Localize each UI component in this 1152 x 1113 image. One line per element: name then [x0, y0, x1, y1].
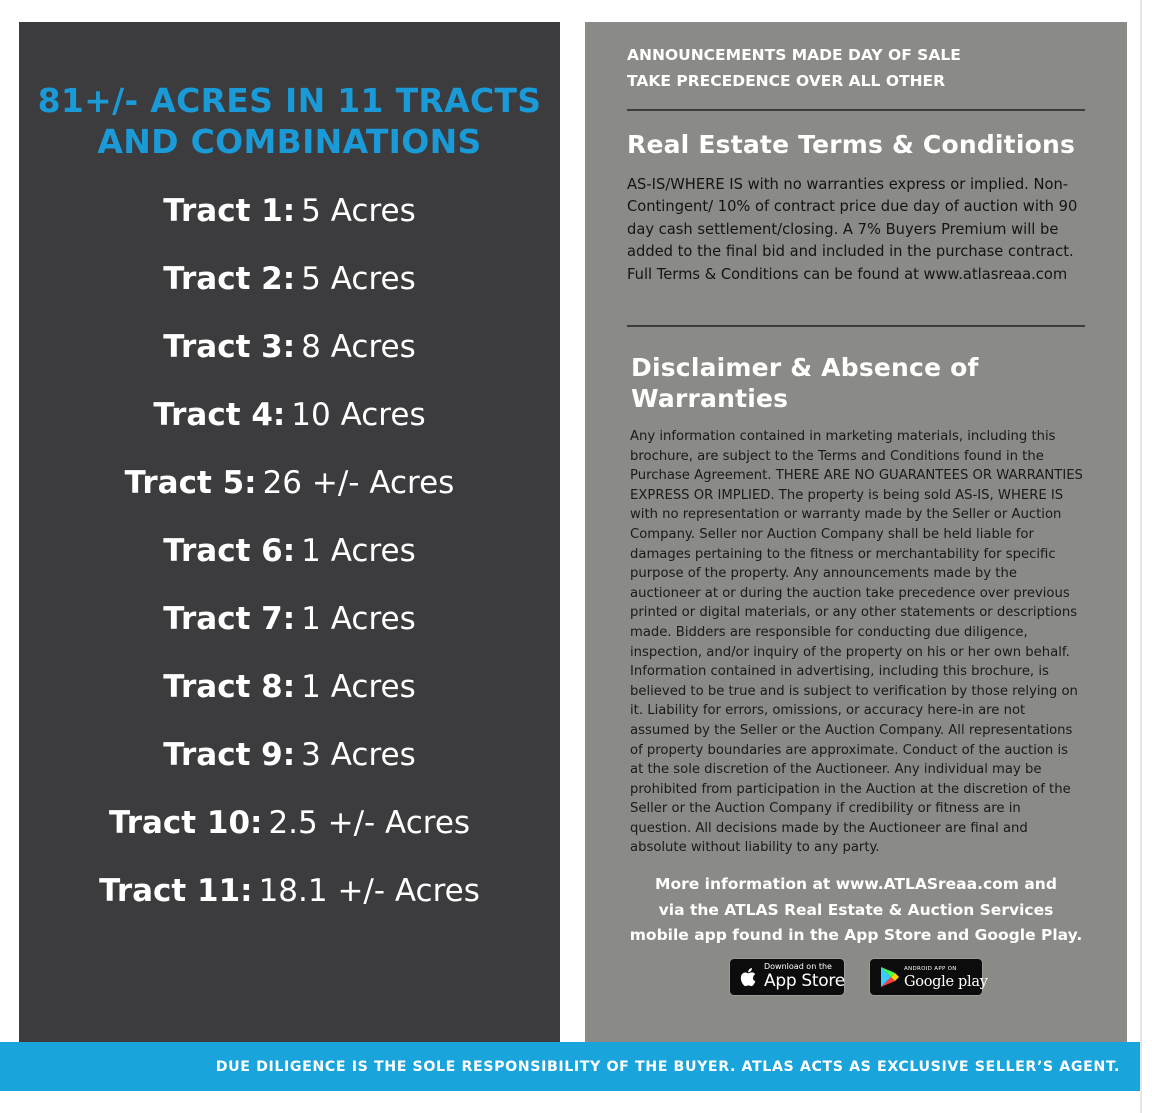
tract-row — [19, 800, 560, 868]
google-play-caption: ANDROID APP ON — [904, 966, 957, 972]
tract-row — [19, 460, 560, 528]
disclaimer-body: Any information contained in marketing materials, including this brochure, are subject to the Terms and Conditions found in the Purchase Agreement. THERE ARE NO GUARANTEES OR WARRANTIES EXPRESS OR IMPLIED. The property is being sold AS-IS, WHERE IS with no representation or warranty made by the Seller or Auction Company. Seller nor Auction Company shall be held liable for damages pertaining to the fitness or merchantability for specific purpose of the property. Any announcements made by the auctioneer at or during the auction take precedence over previous printed or digital materials, or any other statements or descriptions made. Bidders are responsible for conducting due diligence, inspection, and/or inquiry of the property on his or her own behalf. Information contained in advertising, including this brochure, is believed to be true and is subject to verification by those relying on it. Liability for errors, omissions, or accuracy here-in are not assumed by the Seller or the Auction Company. All representations of property boundaries are approximate. Conduct of the auction is at the sole discretion of the Auctioneer. Any individual may be prohibited from participation in the Auction at the discretion of the Seller or the Auction Company if credibility or fitness are in question. All decisions made by the Auctioneer are final and absolute without liability to any party. — [630, 429, 1083, 856]
tract-row — [19, 732, 560, 800]
tract-label: Tract 2: — [163, 261, 296, 297]
tract-panel — [19, 22, 560, 1042]
more-info-line-2: via the ATLAS Real Estate & Auction Services — [658, 900, 1054, 919]
terms-title: Real Estate Terms & Conditions — [627, 130, 1076, 159]
tract-label: Tract 4: — [153, 397, 286, 433]
tract-row — [19, 392, 560, 460]
tract-label: Tract 5: — [124, 465, 257, 501]
tract-label: Tract 9: — [163, 737, 296, 773]
announcement-line-1: ANNOUNCEMENTS MADE DAY OF SALE — [627, 46, 961, 64]
terms-body: AS-IS/WHERE IS with no warranties express or implied. Non-Contingent/ 10% of contract price due day of auction with 90 day cash settlement/closing. A 7% Buyers Premium will be added to the final bid and included in the purchase contract. Full Terms & Conditions can be found at www.atlasreaa.com — [627, 176, 1078, 283]
apple-icon — [738, 965, 760, 989]
divider — [1140, 0, 1142, 1113]
tract-label: Tract 11: — [99, 873, 253, 909]
tract-acres: 5 Acres — [301, 261, 416, 297]
app-store-label: App Store — [764, 971, 845, 991]
tract-acres: 26 +/- Acres — [262, 465, 455, 501]
more-info-line-1: More information at www.ATLASreaa.com and — [655, 875, 1057, 893]
app-store-caption: Download on the — [764, 962, 832, 971]
divider — [627, 325, 1085, 327]
footer-text: DUE DILIGENCE IS THE SOLE RESPONSIBILITY OF THE BUYER. ATLAS ACTS AS EXCLUSIVE SELLER’S AGENT. — [215, 1059, 1120, 1075]
play-icon — [878, 965, 900, 989]
tract-acres: 3 Acres — [301, 737, 416, 773]
tract-row — [19, 188, 560, 256]
tract-acres: 5 Acres — [301, 193, 416, 229]
tract-acres: 8 Acres — [301, 329, 416, 365]
tract-label: Tract 8: — [163, 669, 296, 705]
app-store-badge[interactable] — [729, 958, 845, 996]
headline — [19, 80, 560, 162]
tract-acres: 18.1 +/- Acres — [258, 873, 480, 909]
announcement-notice — [627, 42, 1107, 94]
tract-row — [19, 324, 560, 392]
google-play-badge[interactable] — [869, 958, 988, 996]
tract-row — [19, 868, 560, 936]
tract-row — [19, 256, 560, 324]
more-info-line-3: mobile app found in the App Store and Google Play. — [629, 926, 1083, 945]
tract-row — [19, 596, 560, 664]
tract-row — [19, 664, 560, 732]
headline-line-1: 81+/- ACRES IN 11 TRACTS — [37, 81, 542, 120]
disclaimer-title: Disclaimer & Absence of Warranties — [631, 353, 979, 413]
tract-row — [19, 528, 560, 596]
tract-label: Tract 7: — [163, 601, 296, 637]
tract-list — [19, 188, 560, 936]
tract-label: Tract 1: — [163, 193, 296, 229]
tract-label: Tract 10: — [108, 805, 263, 841]
divider — [627, 109, 1085, 111]
tract-acres: 1 Acres — [301, 601, 416, 637]
terms-panel — [585, 22, 1127, 1042]
headline-line-2: AND COMBINATIONS — [97, 122, 482, 161]
announcement-line-2: TAKE PRECEDENCE OVER ALL OTHER — [627, 72, 946, 90]
tract-label: Tract 6: — [163, 533, 296, 569]
tract-acres: 2.5 +/- Acres — [268, 805, 471, 841]
footer-banner — [0, 1042, 1140, 1091]
google-play-label: Google play — [904, 974, 988, 990]
tract-acres: 1 Acres — [301, 533, 416, 569]
tract-acres: 10 Acres — [291, 397, 426, 433]
tract-label: Tract 3: — [163, 329, 296, 365]
more-info — [605, 872, 1107, 949]
tract-acres: 1 Acres — [301, 669, 416, 705]
